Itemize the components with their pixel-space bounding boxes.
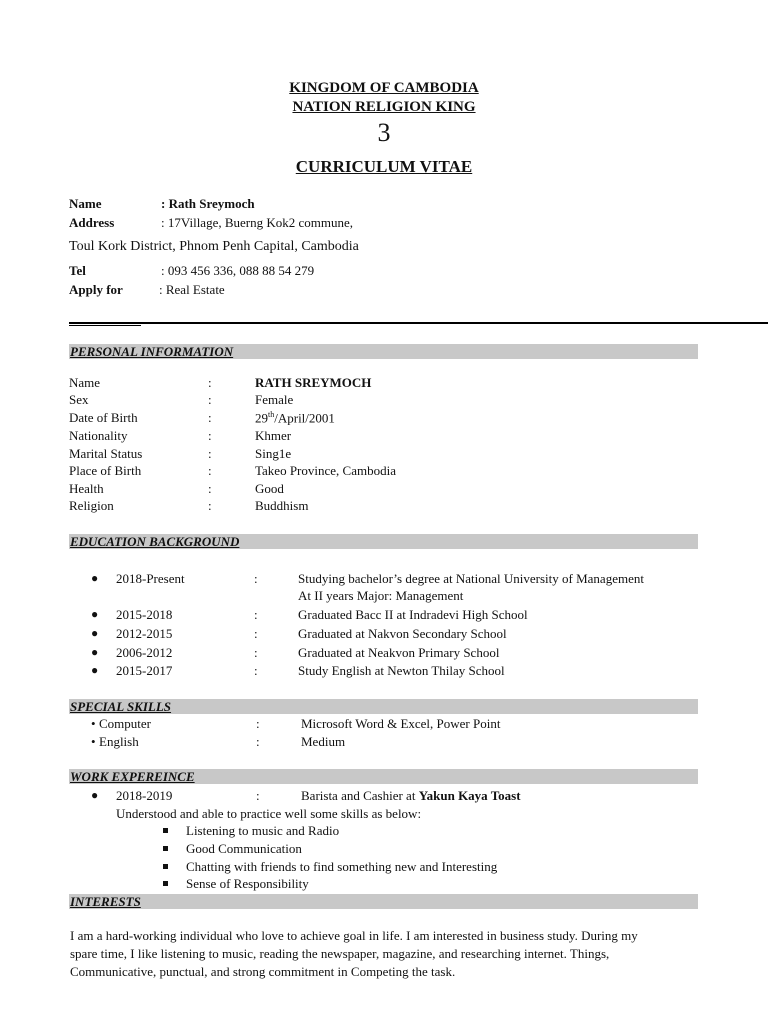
personal-label: Date of Birth <box>69 410 138 425</box>
education-year: 2015-2017 <box>116 663 173 678</box>
personal-value: Sing1e <box>255 446 292 461</box>
contact-address-line2: Toul Kork District, Phnom Penh Capital, Cambodia <box>69 239 359 254</box>
personal-label: Nationality <box>69 428 128 443</box>
dob-rest: /April/2001 <box>274 410 335 426</box>
colon: : <box>208 392 212 407</box>
square-bullet-icon <box>163 864 168 869</box>
bullet-icon: ● <box>91 663 99 677</box>
skill-value: Microsoft Word & Excel, Power Point <box>301 716 501 731</box>
kingdom-heading: KINGDOM OF CAMBODIA <box>289 80 479 96</box>
personal-section-title: PERSONAL INFORMATION <box>70 344 234 359</box>
education-desc: Studying bachelor’s degree at National University of Management <box>298 571 644 586</box>
header-divider <box>69 322 768 324</box>
personal-value: Good <box>255 481 284 496</box>
work-skill: Chatting with friends to find something new and Interesting <box>186 859 498 874</box>
education-year: 2006-2012 <box>116 645 173 660</box>
contact-tel-label: Tel <box>69 263 86 278</box>
contact-tel-value: : 093 456 336, 088 88 54 279 <box>161 263 315 278</box>
bullet-icon: ● <box>91 571 99 585</box>
personal-value: Takeo Province, Cambodia <box>255 463 396 478</box>
cv-title: CURRICULUM VITAE <box>295 157 473 176</box>
colon: : <box>208 410 212 425</box>
bullet-icon: ● <box>91 607 99 621</box>
education-year: 2018-Present <box>116 571 185 586</box>
colon: : <box>256 734 260 749</box>
skill-name: Computer <box>99 716 151 731</box>
colon: : <box>208 481 212 496</box>
work-role: Barista and Cashier at <box>301 788 419 803</box>
page-number: 3 <box>377 118 391 147</box>
interests-line-2: spare time, I like listening to music, reading the newspaper, magazine, and researching internet. Things, <box>70 946 610 961</box>
education-desc-line2: At II years Major: Management <box>298 588 464 603</box>
square-bullet-icon <box>163 881 168 886</box>
skill-value: Medium <box>301 734 346 749</box>
education-desc: Graduated at Nakvon Secondary School <box>298 626 507 641</box>
colon: : <box>208 498 212 513</box>
education-year: 2015-2018 <box>116 607 173 622</box>
personal-value-dob <box>255 410 335 426</box>
skill-bullet-icon: • <box>91 716 96 731</box>
work-year: 2018-2019 <box>116 788 173 803</box>
colon: : <box>208 446 212 461</box>
colon: : <box>254 663 258 678</box>
personal-value: Buddhism <box>255 498 309 513</box>
work-skill: Good Communication <box>186 841 302 856</box>
personal-label: Religion <box>69 498 114 513</box>
work-skill: Listening to music and Radio <box>186 823 340 838</box>
personal-label: Sex <box>69 392 89 407</box>
interests-section-bar <box>69 894 698 909</box>
contact-apply-label: Apply for <box>69 282 123 297</box>
header-divider-accent <box>69 325 141 326</box>
dob-suffix: th <box>268 410 275 419</box>
contact-name-value: : Rath Sreymoch <box>161 196 255 211</box>
personal-label: Marital Status <box>69 446 143 461</box>
education-section-title: EDUCATION BACKGROUND <box>70 534 240 549</box>
colon: : <box>208 463 212 478</box>
education-year: 2012-2015 <box>116 626 173 641</box>
work-intro: Understood and able to practice well some skills as below: <box>116 806 422 821</box>
colon: : <box>254 571 258 586</box>
work-skill: Sense of Responsibility <box>186 876 309 891</box>
square-bullet-icon <box>163 846 168 851</box>
personal-value: Female <box>255 392 294 407</box>
skill-bullet-icon: • <box>91 734 96 749</box>
bullet-icon: ● <box>91 645 99 659</box>
colon: : <box>208 428 212 443</box>
colon: : <box>256 716 260 731</box>
colon: : <box>254 626 258 641</box>
contact-address-label: Address <box>69 215 115 230</box>
skill-name: English <box>99 734 139 749</box>
colon: : <box>208 375 212 390</box>
colon: : <box>256 788 260 803</box>
interests-line-3: Communicative, punctual, and strong commitment in Competing the task. <box>70 964 456 979</box>
work-company: Yakun Kaya Toast <box>418 788 521 803</box>
education-desc: Graduated Bacc II at Indradevi High School <box>298 607 528 622</box>
colon: : <box>254 607 258 622</box>
personal-value: Khmer <box>255 428 292 443</box>
work-section-title: WORK EXPEREINCE <box>70 769 195 784</box>
personal-label: Name <box>69 375 101 390</box>
motto-heading: NATION RELIGION KING <box>292 99 476 115</box>
contact-name-label: Name <box>69 196 102 211</box>
bullet-icon: ● <box>91 626 99 640</box>
skills-section-title: SPECIAL SKILLS <box>70 699 172 714</box>
education-desc: Graduated at Neakvon Primary School <box>298 645 500 660</box>
square-bullet-icon <box>163 828 168 833</box>
personal-label: Health <box>69 481 104 496</box>
personal-value: RATH SREYMOCH <box>255 375 372 390</box>
dob-day: 29 <box>255 410 268 426</box>
contact-address-value: : 17Village, Buerng Kok2 commune, <box>161 215 354 230</box>
interests-section-title: INTERESTS <box>70 894 141 909</box>
interests-line-1: I am a hard-working individual who love to achieve goal in life. I am interested in business study. During my <box>70 928 638 943</box>
personal-label: Place of Birth <box>69 463 142 478</box>
education-desc: Study English at Newton Thilay School <box>298 663 505 678</box>
work-desc <box>301 788 521 804</box>
contact-apply-value: : Real Estate <box>159 282 225 297</box>
bullet-icon: ● <box>91 788 99 802</box>
colon: : <box>254 645 258 660</box>
